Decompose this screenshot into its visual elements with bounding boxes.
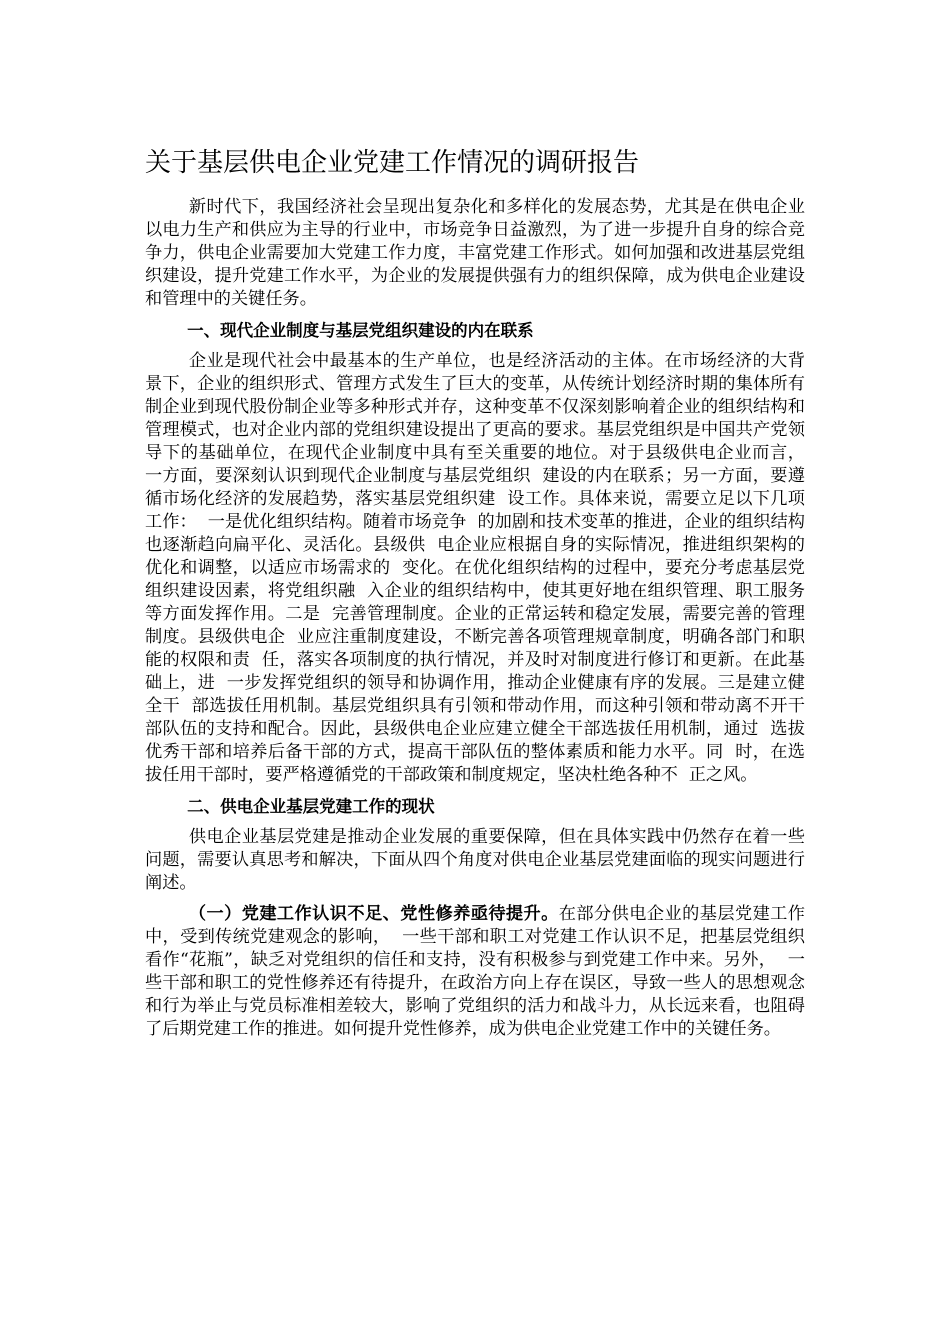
document-title: 关于基层供电企业党建工作情况的调研报告 [145,148,640,178]
subsection-1-lead: （一）党建工作认识不足、党性修养亟待提升。 [188,904,559,924]
section-2-body: 供电企业基层党建是推动企业发展的重要保障，但在具体实践中仍然存在着一些问题，需要认真思考和解决，下面从四个角度对供电企业基层党建面临的现实问题进行阐述。 [145,827,805,893]
subsection-1-body: 在部分供电企业的基层党建工作中，受到传统党建观念的影响， 一些干部和职工对党建工作认识不足，把基层党组织看作“花瓶”，缺乏对党组织的信任和支持，没有积极参与到党建工作中来。另外， 一些干部和职工的党性修养还有待提升，在政治方向上存在误区，导致一些人的思想观念和行为举止与党员标准相差较大，影响了党组织的活力和战斗力，从长远来看，也阻碍了后期党建工作的推进。如何提升党性修养，成为供电企业党建工作中的关键任务。 [145,904,805,1039]
section-2-heading: 二、供电企业基层党建工作的现状 [187,797,435,816]
intro-paragraph: 新时代下，我国经济社会呈现出复杂化和多样化的发展态势，尤其是在供电企业以电力生产和供应为主导的行业中，市场竞争日益激烈，为了进一步提升自身的综合竞争力，供电企业需要加大党建工作力度，丰富党建工作形式。如何加强和改进基层党组织建设，提升党建工作水平，为企业的发展提供强有力的组织保障，成为供电企业建设和管理中的关键任务。 [145,197,805,309]
subsection-1-paragraph [145,903,805,1041]
section-1-body: 企业是现代社会中最基本的生产单位，也是经济活动的主体。在市场经济的大背景下，企业的组织形式、管理方式发生了巨大的变革，从传统计划经济时期的集体所有制企业到现代股份制企业等多种形式并存，这种变革不仅深刻影响着企业的组织结构和管理模式，也对企业内部的党组织建设提出了更高的要求。基层党组织是中国共产党领导下的基础单位，在现代企业制度中具有至关重要的地位。对于县级供电企业而言， 一方面，要深刻认识到现代企业制度与基层党组织 建设的内在联系；另一方面，要遵循市场化经济的发展趋势，落实基层党组织建 设工作。具体来说，需要立足以下几项工作： 一是优化组织结构。随着市场竞争 的加剧和技术变革的推进，企业的组织结构也逐渐趋向扁平化、灵活化。县级供 电企业应根据自身的实际情况，推进组织架构的优化和调整，以适应市场需求的 变化。在优化组织结构的过程中，要充分考虑基层党组织建设因素，将党组织融 入企业的组织结构中，使其更好地在组织管理、职工服务等方面发挥作用。二是 完善管理制度。企业的正常运转和稳定发展，需要完善的管理制度。县级供电企 业应注重制度建设，不断完善各项管理规章制度，明确各部门和职能的权限和责 任，落实各项制度的执行情况，并及时对制度进行修订和更新。在此基础上，进 一步发挥党组织的领导和协调作用，推动企业健康有序的发展。三是建立健全干 部选拔任用机制。基层党组织具有引领和带动作用，而这种引领和带动离不开干 部队伍的支持和配合。因此，县级供电企业应建立健全干部选拔任用机制，通过 选拔优秀干部和培养后备干部的方式，提高干部队伍的整体素质和能力水平。同 时，在选拔任用干部时，要严格遵循党的干部政策和制度规定，坚决杜绝各种不 正之风。 [145,351,816,785]
section-1-heading: 一、现代企业制度与基层党组织建设的内在联系 [187,321,534,340]
document-page [145,146,816,1049]
